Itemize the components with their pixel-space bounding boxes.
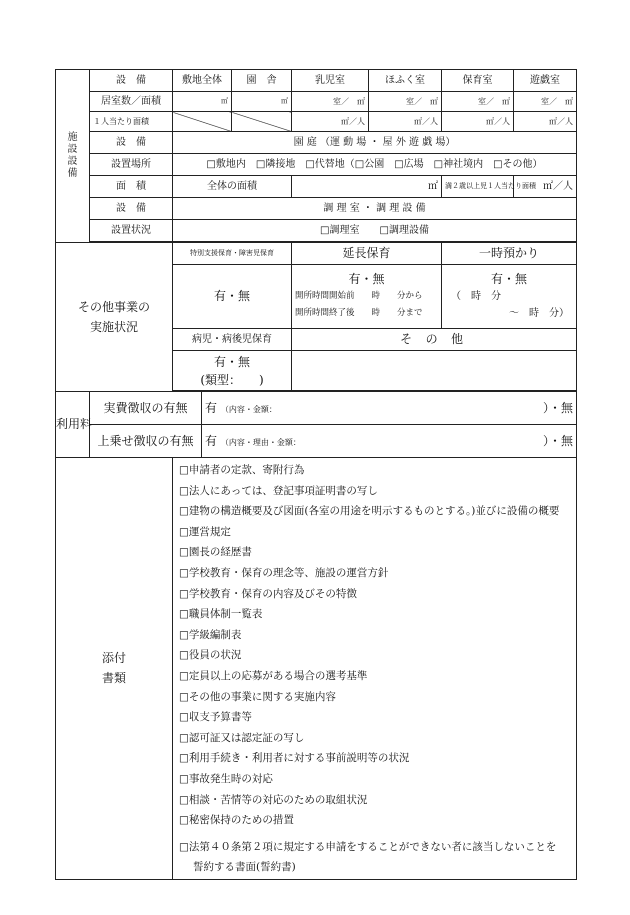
- extra-fee-row: [56, 425, 577, 458]
- rooms-site-cell[interactable]: ㎡: [173, 92, 232, 112]
- rooms-playroom-cell[interactable]: 室／ ㎡: [514, 92, 577, 112]
- attachment-item[interactable]: □建物の構造概要及び図面(各室の用途を明示するものとする。)並びに設備の概要: [179, 505, 560, 518]
- header-equipment: 設 備: [90, 70, 173, 92]
- rooms-area-label: 居室数／面積: [90, 92, 173, 112]
- extended-end-time[interactable]: 開所時間終了後 時 分まで: [295, 308, 423, 318]
- fees-label: 利用料: [56, 392, 90, 458]
- attachment-item[interactable]: □学級編制表: [179, 628, 242, 641]
- garden-total-area-label: 全体の面積: [173, 176, 292, 198]
- attachment-item[interactable]: □学校教育・保育の理念等、施設の運営方針: [179, 566, 389, 579]
- facility-header-row: [56, 70, 577, 92]
- garden-location-row: [56, 154, 577, 176]
- attachment-item-oath[interactable]: □法第４０条第２項に規定する申請をすることができない者に該当しないことを 誓約する書面(誓約書): [179, 840, 557, 873]
- other-services-header-row: [56, 243, 577, 265]
- per-person-building-diagonal: [232, 112, 292, 132]
- per-person-label: １人当たり面積: [90, 112, 173, 132]
- header-playroom: 遊戯室: [514, 70, 577, 92]
- per-person-row: [56, 112, 577, 132]
- kitchen-status-options[interactable]: □調理室 □調理設備: [173, 220, 577, 242]
- actual-fee-value[interactable]: 有 （内容・金額： ）・無: [202, 392, 577, 425]
- garden-location-label: 設置場所: [90, 154, 173, 176]
- garden-area-row: [56, 176, 577, 198]
- garden-row: [56, 132, 577, 154]
- temporary-care-time-from[interactable]: （ 時 分: [451, 291, 501, 302]
- temporary-care-time-to[interactable]: ～ 時 分）: [509, 308, 569, 319]
- extended-start-time[interactable]: 開所時間開始前 時 分から: [295, 291, 423, 301]
- attachment-item[interactable]: □職員体制一覧表: [179, 608, 263, 621]
- header-nursery-room: 保育室: [442, 70, 514, 92]
- application-form-table: [55, 69, 577, 880]
- kitchen-status-row: [56, 220, 577, 242]
- facility-section-label: 施 設 設 備: [56, 70, 90, 243]
- rooms-crawling-cell[interactable]: 室／ ㎡: [369, 92, 442, 112]
- garden-total-area-unit[interactable]: ㎡: [292, 176, 442, 198]
- others-value-cell[interactable]: [292, 351, 577, 391]
- attachment-item[interactable]: □定員以上の応募がある場合の選考基準: [179, 669, 368, 682]
- rooms-building-cell[interactable]: ㎡: [232, 92, 292, 112]
- attachments-row: [56, 458, 577, 880]
- attachment-item[interactable]: □役員の状況: [179, 649, 242, 662]
- per-person-playroom-cell[interactable]: ㎡／人: [514, 112, 577, 132]
- per-person-nursery-cell[interactable]: ㎡／人: [442, 112, 514, 132]
- special-support-label: 特別支援保育・障害児保育: [173, 243, 292, 265]
- garden-location-options[interactable]: □敷地内 □隣接地 □代替地（□公園 □広場 □神社境内 □その他）: [173, 154, 577, 176]
- attachment-item[interactable]: □法人にあっては、登記事項証明書の写し: [179, 484, 378, 497]
- attachment-item[interactable]: □収支予算書等: [179, 711, 252, 724]
- garden-title: 園 庭 （運 動 場 ・ 屋 外 遊 戯 場）: [173, 132, 577, 154]
- attachment-item[interactable]: □申請者の定款、寄附行為: [179, 464, 305, 476]
- rooms-area-row: [56, 92, 577, 112]
- kitchen-label: 設 備: [90, 198, 173, 220]
- extra-fee-label: 上乗せ徴収の有無: [90, 425, 202, 458]
- attachment-item[interactable]: □事故発生時の対応: [179, 772, 273, 785]
- attachment-item[interactable]: □園長の経歴書: [179, 546, 252, 559]
- temporary-care-label: 一時預かり: [442, 243, 577, 265]
- sick-child-cell: [173, 351, 292, 391]
- rooms-nursery-cell[interactable]: 室／ ㎡: [442, 92, 514, 112]
- kitchen-title: 調 理 室 ・ 調 理 設 備: [173, 198, 577, 220]
- header-site: 敷地全体: [173, 70, 232, 92]
- attachment-item[interactable]: □運営規定: [179, 525, 231, 538]
- attachment-item[interactable]: □利用手続き・利用者に対する事前説明等の状況: [179, 752, 410, 765]
- actual-fee-label: 実費徴収の有無: [90, 392, 202, 425]
- garden-area-label: 面 積: [90, 176, 173, 198]
- sick-child-value[interactable]: 有・無: [213, 354, 250, 369]
- sick-child-type[interactable]: (類型： ): [200, 372, 264, 387]
- others-label: そ の 他: [292, 329, 577, 351]
- attachment-item[interactable]: □秘密保持のための措置: [179, 814, 294, 827]
- garden-per-child-area-unit[interactable]: ㎡／人: [514, 176, 577, 198]
- attachment-item[interactable]: □相談・苦情等の対応のための取組状況: [179, 793, 368, 806]
- attachment-item[interactable]: □その他の事業に関する実施内容: [179, 690, 336, 703]
- attachments-list: [173, 458, 577, 880]
- extended-care-label: 延長保育: [292, 243, 442, 265]
- other-services-label: その他事業の 実施状況: [56, 243, 173, 392]
- special-support-value[interactable]: 有・無: [173, 265, 292, 329]
- garden-label: 設 備: [90, 132, 173, 154]
- kitchen-row: [56, 198, 577, 220]
- attachment-item[interactable]: □認可証又は認定証の写し: [179, 731, 305, 744]
- kitchen-status-label: 設置状況: [90, 220, 173, 242]
- per-person-site-diagonal: [173, 112, 232, 132]
- temporary-care-cell: [442, 265, 577, 329]
- extended-care-value[interactable]: 有・無: [348, 272, 385, 286]
- attachments-label: 添付 書類: [56, 458, 173, 880]
- attachment-item[interactable]: □学校教育・保育の内容及びその特徴: [179, 587, 357, 600]
- sick-child-label: 病児・病後児保育: [173, 329, 292, 351]
- garden-per-child-area-label: 満２歳以上児１人当たり面積: [442, 176, 514, 198]
- header-building: 園 舎: [232, 70, 292, 92]
- per-person-crawling-cell[interactable]: ㎡／人: [369, 112, 442, 132]
- temporary-care-value[interactable]: 有・無: [490, 272, 527, 286]
- actual-fee-row: [56, 392, 577, 425]
- rooms-infant-cell[interactable]: 室／ ㎡: [292, 92, 369, 112]
- extended-care-cell: [292, 265, 442, 329]
- per-person-infant-cell[interactable]: ㎡／人: [292, 112, 369, 132]
- header-crawling-room: ほふく室: [369, 70, 442, 92]
- header-infant-room: 乳児室: [292, 70, 369, 92]
- extra-fee-value[interactable]: 有 （内容・理由・金額： ）・無: [202, 425, 577, 458]
